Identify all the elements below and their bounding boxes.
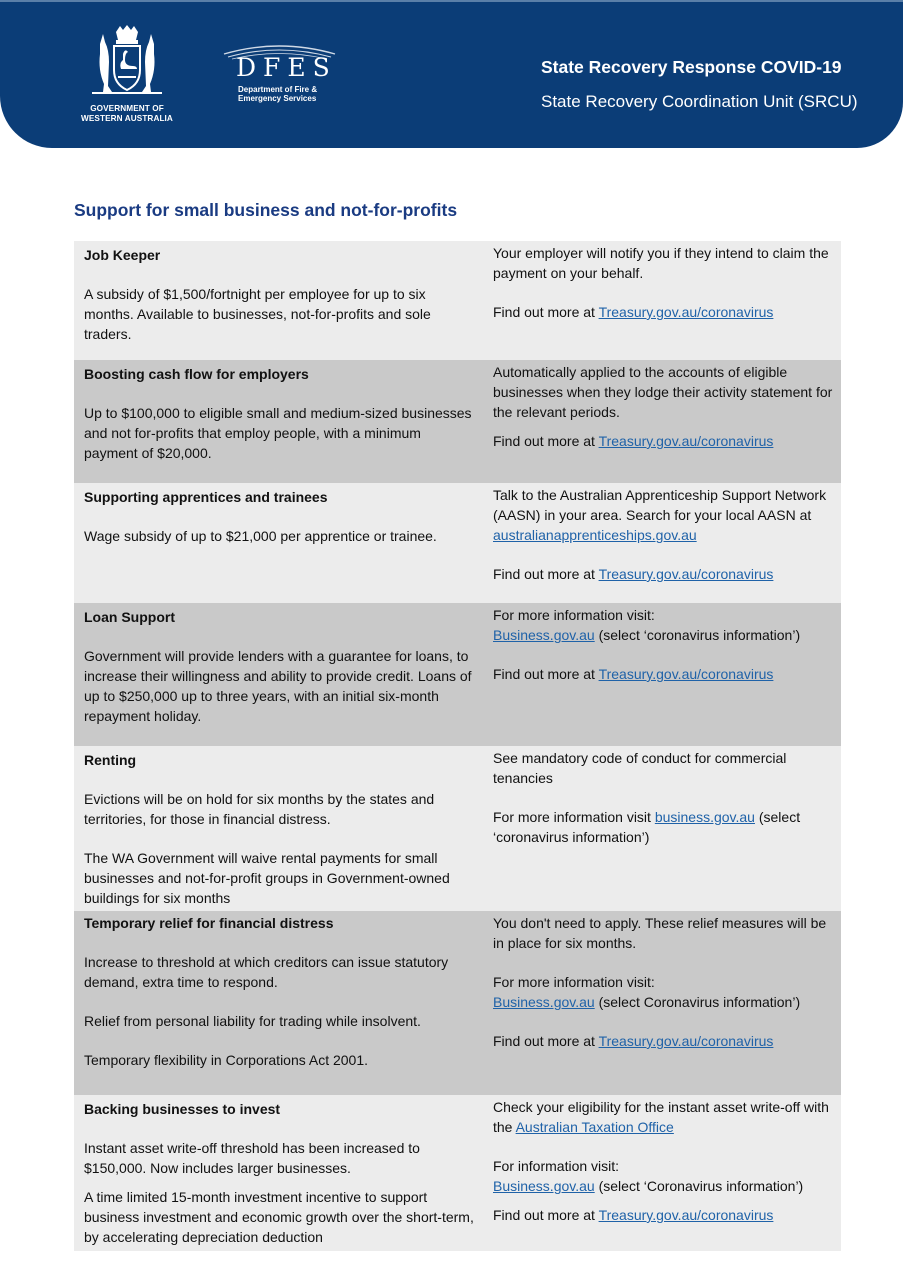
row-description <box>74 911 482 1095</box>
info-suffix: (select Coronavirus information’) <box>594 994 801 1010</box>
find-out-more-label: Find out more at <box>493 433 599 449</box>
row-text: Instant asset write-off threshold has been increased to $150,000. Now includes larger businesses. <box>84 1140 420 1176</box>
row-title: Loan Support <box>84 609 175 625</box>
info-label: For more information visit: <box>493 607 655 623</box>
business-gov-link[interactable]: business.gov.au <box>654 809 755 825</box>
row-action <box>482 483 841 603</box>
find-out-more-label: Find out more at <box>493 666 599 682</box>
row-action-text <box>493 485 835 545</box>
find-out-more <box>493 564 835 584</box>
table-row <box>74 911 841 1095</box>
dfes-subtitle <box>238 85 317 103</box>
header-banner <box>0 0 903 148</box>
row-title: Renting <box>84 752 137 768</box>
row-description <box>74 360 482 483</box>
row-action-text <box>493 1097 835 1137</box>
row-action <box>482 241 841 360</box>
row-description <box>74 746 482 911</box>
wa-logo-text <box>72 104 182 124</box>
row-title: Backing businesses to invest <box>84 1101 281 1117</box>
find-out-more <box>493 1205 835 1225</box>
row-text: Relief from personal liability for trading while insolvent. <box>84 1013 421 1029</box>
row-text: A time limited 15-month investment incentive to support business investment and economic growth over the short-term, by accelerating depreciation deduction <box>84 1189 474 1245</box>
banner-subtitle: State Recovery Coordination Unit (SRCU) <box>541 92 858 111</box>
treasury-link[interactable]: Treasury.gov.au/coronavirus <box>598 1207 774 1223</box>
row-text: Evictions will be on hold for six months by the states and territories, for those in financial distress. <box>84 791 435 827</box>
table-row <box>74 360 841 483</box>
row-action <box>482 911 841 1095</box>
wa-government-logo <box>72 24 182 130</box>
wa-coat-of-arms-icon <box>92 24 162 100</box>
banner-edge <box>0 0 903 2</box>
row-action-text: See mandatory code of conduct for commercial tenancies <box>493 750 787 786</box>
dfes-subtitle-line-2: Emergency Services <box>238 94 317 103</box>
dfes-letters: DFES <box>236 53 337 82</box>
row-text: Temporary flexibility in Corporations Act 2001. <box>84 1052 369 1068</box>
dfes-subtitle-line-1: Department of Fire & <box>238 85 318 94</box>
row-action <box>482 603 841 746</box>
info-suffix: (select ‘Coronavirus information’) <box>594 1178 804 1194</box>
row-title: Temporary relief for financial distress <box>84 915 334 931</box>
find-out-more <box>493 664 835 684</box>
find-out-more-label: Find out more at <box>493 304 599 320</box>
info-suffix: (select ‘coronavirus information’) <box>594 627 801 643</box>
find-out-more <box>493 1031 835 1051</box>
business-gov-link[interactable]: Business.gov.au <box>493 994 595 1010</box>
find-out-more-label: Find out more at <box>493 1033 599 1049</box>
row-description <box>74 483 482 603</box>
info-line <box>493 1176 835 1196</box>
row-description <box>74 603 482 746</box>
dfes-logo <box>222 40 337 110</box>
apprenticeships-link[interactable]: australianapprenticeships.gov.au <box>493 527 697 543</box>
banner-title: State Recovery Response COVID-19 <box>541 57 842 77</box>
treasury-link[interactable]: Treasury.gov.au/coronavirus <box>598 1033 774 1049</box>
row-action <box>482 746 841 911</box>
info-line <box>493 625 835 645</box>
table-row <box>74 603 841 746</box>
row-description <box>74 241 482 360</box>
row-action <box>482 1095 841 1251</box>
info-label: For more information visit: <box>493 974 655 990</box>
treasury-link[interactable]: Treasury.gov.au/coronavirus <box>598 566 774 582</box>
row-text: A subsidy of $1,500/fortnight per employee for up to six months. Available to businesses, not-for-profits and sole traders. <box>84 286 431 342</box>
table-row <box>74 746 841 911</box>
info-suffix: (select ‘coronavirus information’) <box>493 809 801 845</box>
ato-link[interactable]: Australian Taxation Office <box>515 1119 674 1135</box>
table-row <box>74 1095 841 1251</box>
row-action-text: Automatically applied to the accounts of eligible businesses when they lodge their activity statement for the relevant periods. <box>493 364 833 420</box>
row-text: Government will provide lenders with a guarantee for loans, to increase their willingness and ability to provide credit. Loans of up to $250,000 up to three years, with an initial six-month repayment holiday. <box>84 648 472 724</box>
row-text: Increase to threshold at which creditors can issue statutory demand, extra time to respond. <box>84 954 449 990</box>
wa-logo-line-1: GOVERNMENT OF <box>90 104 164 113</box>
table-row <box>74 483 841 603</box>
find-out-more-label: Find out more at <box>493 566 599 582</box>
business-gov-link[interactable]: Business.gov.au <box>493 1178 595 1194</box>
find-out-more <box>493 431 835 451</box>
aasn-text: Talk to the Australian Apprenticeship Support Network (AASN) in your area. Search for your local AASN at <box>493 487 827 523</box>
treasury-link[interactable]: Treasury.gov.au/coronavirus <box>598 666 774 682</box>
row-text: The WA Government will waive rental payments for small businesses and not-for-profit groups in Government-owned buildings for six months <box>84 850 450 906</box>
ato-text: Check your eligibility for the instant asset write-off with the <box>493 1099 829 1135</box>
row-text: Wage subsidy of up to $21,000 per apprentice or trainee. <box>84 528 437 544</box>
row-text: Up to $100,000 to eligible small and medium-sized businesses and not for-profits that employ people, with a minimum payment of $20,000. <box>84 405 472 461</box>
wa-logo-line-2: WESTERN AUSTRALIA <box>81 114 173 123</box>
row-action-text: Your employer will notify you if they intend to claim the payment on your behalf. <box>493 245 829 281</box>
info-label: For information visit: <box>493 1158 620 1174</box>
row-title: Supporting apprentices and trainees <box>84 489 328 505</box>
row-action-text: You don't need to apply. These relief measures will be in place for six months. <box>493 915 827 951</box>
table-row <box>74 241 841 360</box>
row-title: Job Keeper <box>84 247 161 263</box>
section-title: Support for small business and not-for-profits <box>74 200 458 220</box>
treasury-link[interactable]: Treasury.gov.au/coronavirus <box>598 433 774 449</box>
info-line <box>493 807 835 847</box>
row-title: Boosting cash flow for employers <box>84 366 309 382</box>
treasury-link[interactable]: Treasury.gov.au/coronavirus <box>598 304 774 320</box>
row-action <box>482 360 841 483</box>
find-out-more-label: Find out more at <box>493 1207 599 1223</box>
business-gov-link[interactable]: Business.gov.au <box>493 627 595 643</box>
info-line <box>493 992 835 1012</box>
row-description <box>74 1095 482 1251</box>
find-out-more <box>493 302 835 322</box>
info-prefix: For more information visit <box>493 809 655 825</box>
support-table <box>74 241 841 1251</box>
